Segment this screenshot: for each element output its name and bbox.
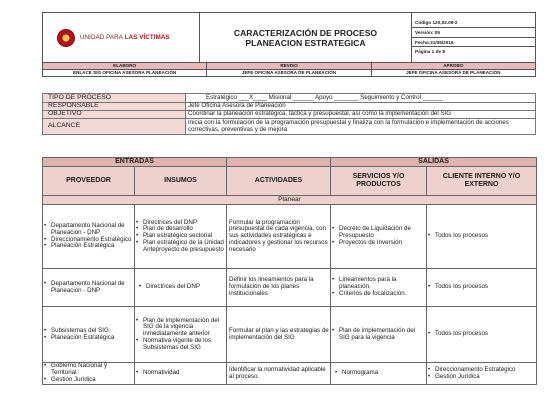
proveedor-cell (43, 269, 135, 307)
list-item: • Planeación Estratégica (43, 335, 134, 342)
list-item: • Normatividad (135, 370, 226, 377)
document-version: Versión: 05 (412, 28, 535, 38)
list-item: • Decreto de Liquidación de Presupuesto (331, 226, 426, 239)
insumos-cell (135, 205, 227, 269)
document-title (200, 13, 412, 63)
process-info-table (42, 93, 536, 135)
objetivo-label: OBJETIVO (43, 111, 186, 119)
document-date: Fecha:31/05/2016 (412, 38, 535, 48)
document-header (42, 12, 536, 63)
servicios-cell (331, 269, 427, 307)
approval-value-reviso: JEFE OFICINA ASESORA DE PLANEACIÓN (207, 70, 371, 77)
approval-value-aprobo: JEFE OFICINA ASESORA DE PLANEACIÓN (371, 70, 535, 77)
actividades-column-header: ACTIVIDADES (227, 167, 331, 196)
document-meta (412, 13, 536, 63)
table-row (43, 307, 537, 363)
responsable-value: Jefe Oficina Asesora de Planeación (186, 103, 536, 111)
list-item: • Todos los procesos (427, 331, 536, 338)
title-line2: PLANEACION ESTRATEGICA (245, 37, 366, 48)
list-item: • Lineamientos para la planeación. (331, 277, 426, 290)
colombia-seal-icon (57, 29, 75, 47)
table-row (43, 363, 537, 385)
unidad-victimas-logo (43, 13, 199, 62)
insumos-cell (135, 269, 227, 307)
cliente-cell (427, 307, 537, 363)
actividad-cell: Formular la programación presupuestal de cada vigencia, con sus actividades estratégicas e indicadores y gestionar los recursos necesario (227, 205, 331, 269)
insumos-cell (135, 363, 227, 385)
logo-line1: UNIDAD PARA (80, 34, 123, 41)
alcance-label: ALCANCE (43, 119, 186, 135)
list-item: • Plan estratégico sectorial (135, 233, 226, 240)
logo-line2: LAS VÍCTIMAS (124, 34, 170, 41)
list-item: • Normograma (334, 370, 426, 377)
servicios-cell (331, 307, 427, 363)
list-item: • Plan de implementación del SIG para la vigencia (331, 328, 426, 341)
list-item: • Direccionamiento Estratégico (427, 367, 536, 374)
proveedor-cell (43, 363, 135, 385)
objetivo-value: Coordinar la planeación estratégica, táctica y presupuestal, así como la implementación del SIG (186, 111, 536, 119)
servicios-cell (331, 205, 427, 269)
list-item: • Gestión Jurídica (43, 377, 134, 384)
tipo-label: TIPO DE PROCESO (43, 94, 186, 103)
title-line1: CARACTERIZACIÓN DE PROCESO (233, 27, 378, 38)
alcance-value: Inicia con la formulación de la programación presupuestal y finaliza con la formulación e implementación de acciones correctivas, preventivas y de mejora (186, 119, 536, 135)
document-code: Código 120,02.09-2 (412, 18, 535, 28)
cliente-cell (427, 269, 537, 307)
actividad-cell: Formular el plan y las estrategias de implementación del SIG (227, 307, 331, 363)
approval-header-reviso: REVISO (207, 63, 371, 70)
list-item: • Plan estratégico de la Unidad Anteproyecto de presupuesto (135, 240, 226, 253)
approval-header-aprobo: APROBO (371, 63, 535, 70)
tipo-value: Estratégico ___X____ Misional ______ Apoyo _______ Seguimiento y Control ______ (186, 94, 536, 103)
cliente-cell (427, 205, 537, 269)
list-item: • Criterios de focalización. (331, 291, 426, 298)
actividad-cell: Identificar la normatividad aplicable al proceso (227, 363, 331, 385)
list-item: • Departamento Nacional de Planeación - DNP (43, 223, 134, 236)
actividades-spacer (227, 158, 331, 167)
list-item: • Directrices del DNP (135, 220, 226, 227)
list-item: • Direccionamiento Estratégico (43, 237, 134, 244)
table-row (43, 269, 537, 307)
approval-header-elaboro: ELABORO (43, 63, 207, 70)
list-item: • Departamento Nacional de Planeación - DNP (43, 281, 134, 294)
approval-table (42, 62, 536, 77)
list-item: • Subsistemas del SIG (43, 328, 134, 335)
proveedor-column-header: PROVEEDOR (43, 167, 135, 196)
document-page: Página 1 de 8 (415, 49, 445, 55)
list-item: • Directrices del DNP (138, 284, 226, 291)
entradas-header: ENTRADAS (43, 158, 227, 167)
insumos-column-header: INSUMOS (135, 167, 227, 196)
approval-value-elaboro: ENLACE SIG OFICINA ASESORA PLANEACIÓN (43, 70, 207, 77)
table-row (43, 205, 537, 269)
characterization-table (42, 157, 537, 385)
list-item: • Proyectos de Inversión (331, 240, 426, 247)
servicios-column-header: SERVICIOS Y/O PRODUCTOS (331, 167, 427, 196)
cliente-cell (427, 363, 537, 385)
cliente-column-header: CLIENTE INTERNO Y/O EXTERNO (427, 167, 537, 196)
list-item: • Gobierno Nacional y Territorial (43, 363, 134, 376)
list-item: • Gestión Jurídica (427, 374, 536, 381)
list-item: • Planeación Estratégica (43, 243, 134, 250)
list-item: • Plan de implementación del SIG de la vigencia inmediatamente anterior (135, 318, 226, 338)
list-item: • Plan de desarrollo (135, 226, 226, 233)
salidas-header: SALIDAS (331, 158, 537, 167)
list-item: • Todos los procesos (427, 284, 536, 291)
proveedor-cell (43, 205, 135, 269)
responsable-label: RESPONSABLE (43, 103, 186, 111)
proveedor-cell (43, 307, 135, 363)
logo-cell (43, 13, 200, 63)
insumos-cell (135, 307, 227, 363)
servicios-cell (331, 363, 427, 385)
phase-planear: Planear (43, 196, 537, 205)
list-item: • Todos los procesos (427, 233, 536, 240)
list-item: • Normativa vigente de los Subsistemas del SIG (135, 338, 226, 351)
actividad-cell: Definir los lineamientos para la formulación de los planes institucionales (227, 269, 331, 307)
